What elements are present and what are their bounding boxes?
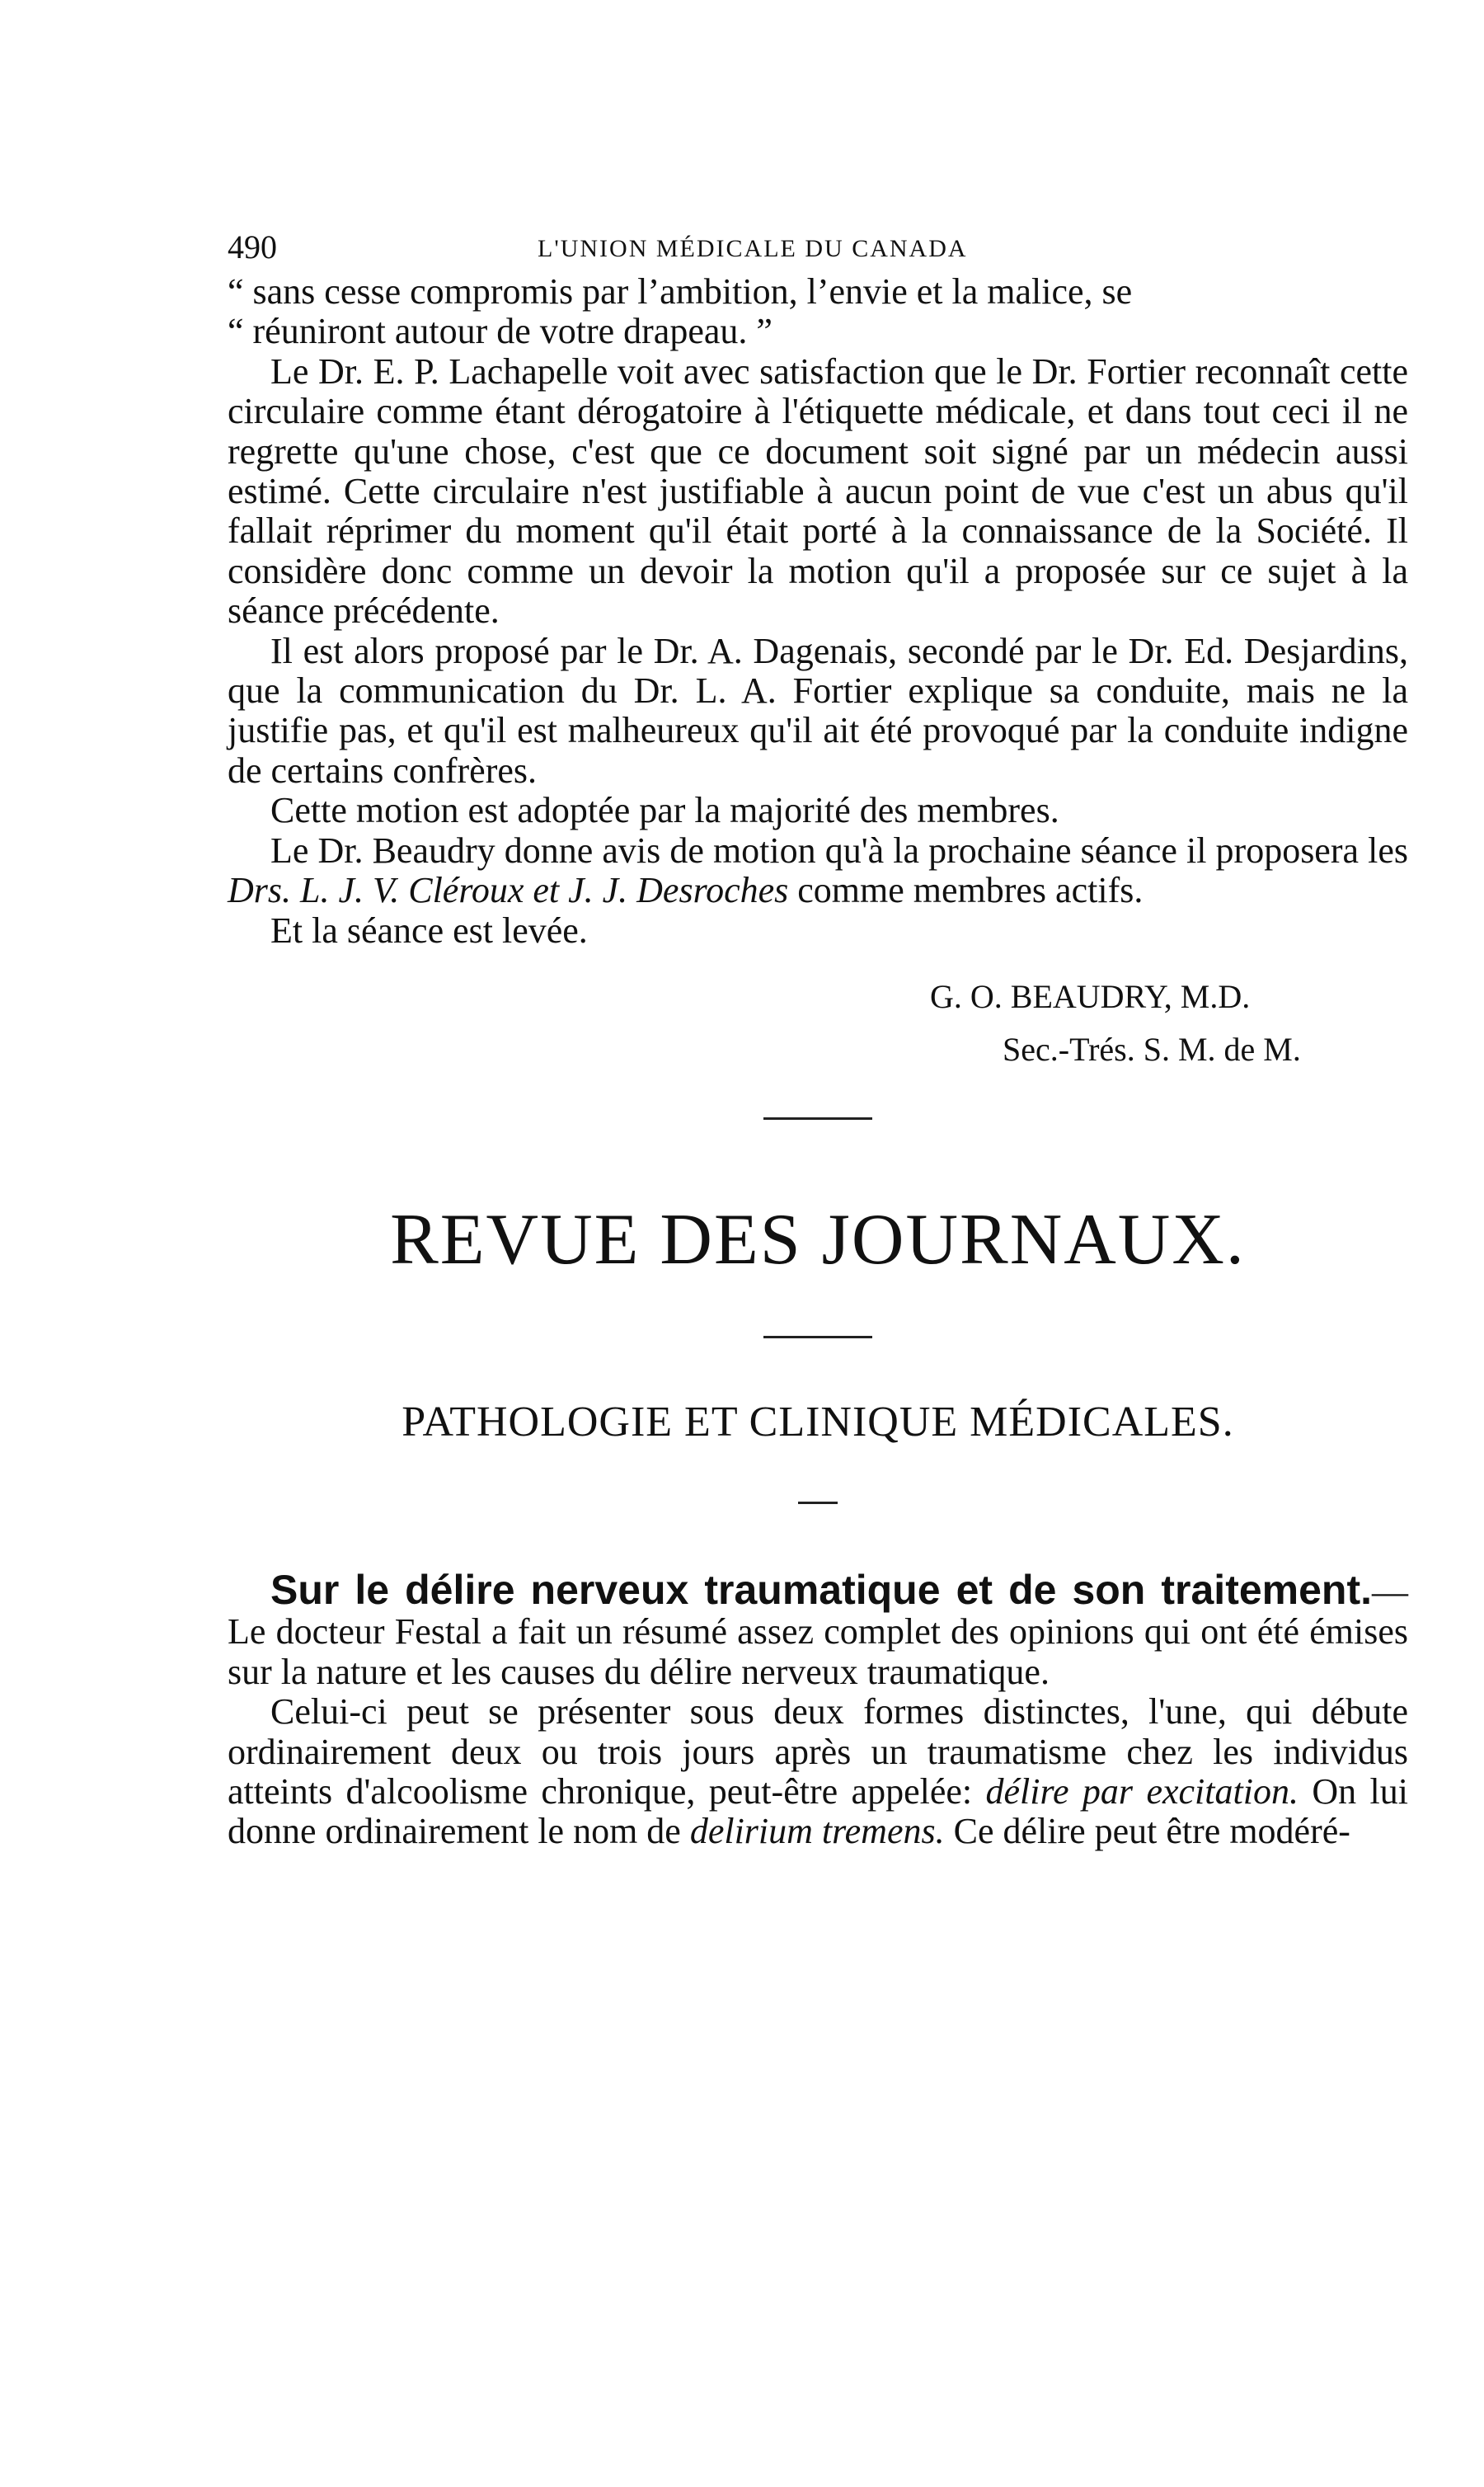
article-text-3: Ce délire peut être modéré- [944, 1811, 1350, 1852]
motion-text-after: comme membres actifs. [788, 870, 1144, 911]
motion-names: Drs. L. J. V. Cléroux et J. J. Desroches [228, 870, 789, 911]
section-divider-2 [763, 1336, 872, 1338]
signature-block [228, 971, 1408, 1076]
signature-title: Sec.-Trés. S. M. de M. [1003, 1030, 1301, 1068]
article-italic-1: délire par excitation. [985, 1770, 1298, 1812]
section-divider-1 [763, 1117, 872, 1120]
signature-name: G. O. BEAUDRY, M.D. [930, 977, 1251, 1015]
article-paragraph-1 [228, 1692, 1408, 1852]
quote-line-1: “ sans cesse compromis par l’ambition, l’envie et la malice, se [228, 271, 1133, 312]
page-number: 490 [228, 228, 277, 266]
minutes-paragraph-1: Le Dr. E. P. Lachapelle voit avec satisfaction que le Dr. Fortier reconnaît cette circulaire comme étant dérogatoire à l'étiquette médicale, et dans tout ceci il ne regrette qu'une chose, c'est que ce document soit signé par un médecin aussi estimé. Cette circulaire n'est justifiable à aucun point de vue c'est un abus qu'il fallait réprimer du moment qu'il était porté à la connaissance de la Société. Il considère donc comme un devoir la motion qu'il a proposée sur ce sujet à la séance précédente. [228, 350, 1408, 632]
subsection-title: PATHOLOGIE ET CLINIQUE MÉDICALES. [402, 1398, 1234, 1446]
section-divider-3 [798, 1502, 838, 1504]
article [228, 1566, 1408, 1852]
article-lead-text: —Le docteur Festal a fait un résumé assez complet des opinions qui ont été émises sur la nature et les causes du délire nerveux traumatique. [228, 1571, 1408, 1692]
minutes-paragraph-4 [228, 831, 1408, 911]
meeting-minutes [228, 272, 1408, 951]
running-header [228, 223, 1408, 272]
motion-text-before: Le Dr. Beaudry donne avis de motion qu'à la prochaine séance il proposera les [270, 830, 1408, 871]
section-title: REVUE DES JOURNAUX. [390, 1199, 1246, 1280]
minutes-paragraph-3: Cette motion est adoptée par la majorité des membres. [270, 790, 1059, 831]
article-text-2: On lui donne ordinairement le nom de [228, 1770, 1408, 1852]
article-text-1: Celui-ci peut se présenter sous deux formes distinctes, l'une, qui débute ordinairement deux ou trois jours après un traumatisme chez les individus atteints d'alcoolisme chronique, peut-être appelée: [228, 1691, 1408, 1812]
document-page [228, 223, 1408, 1852]
minutes-paragraph-5: Et la séance est levée. [270, 910, 588, 951]
article-lead-paragraph [228, 1566, 1408, 1692]
article-italic-2: delirium tremens. [689, 1811, 945, 1852]
quote-line-2: “ réuniront autour de votre drapeau. ” [228, 311, 773, 352]
article-heading: Sur le délire nerveux traumatique et de son traitement. [270, 1566, 1372, 1613]
journal-title: L'UNION MÉDICALE DU CANADA [538, 235, 968, 262]
minutes-paragraph-2: Il est alors proposé par le Dr. A. Dagenais, secondé par le Dr. Ed. Desjardins, que la communication du Dr. L. A. Fortier explique sa conduite, mais ne la justifie pas, et qu'il est malheureux qu'il ait été provoqué par la conduite indigne de certains confrères. [228, 630, 1408, 791]
